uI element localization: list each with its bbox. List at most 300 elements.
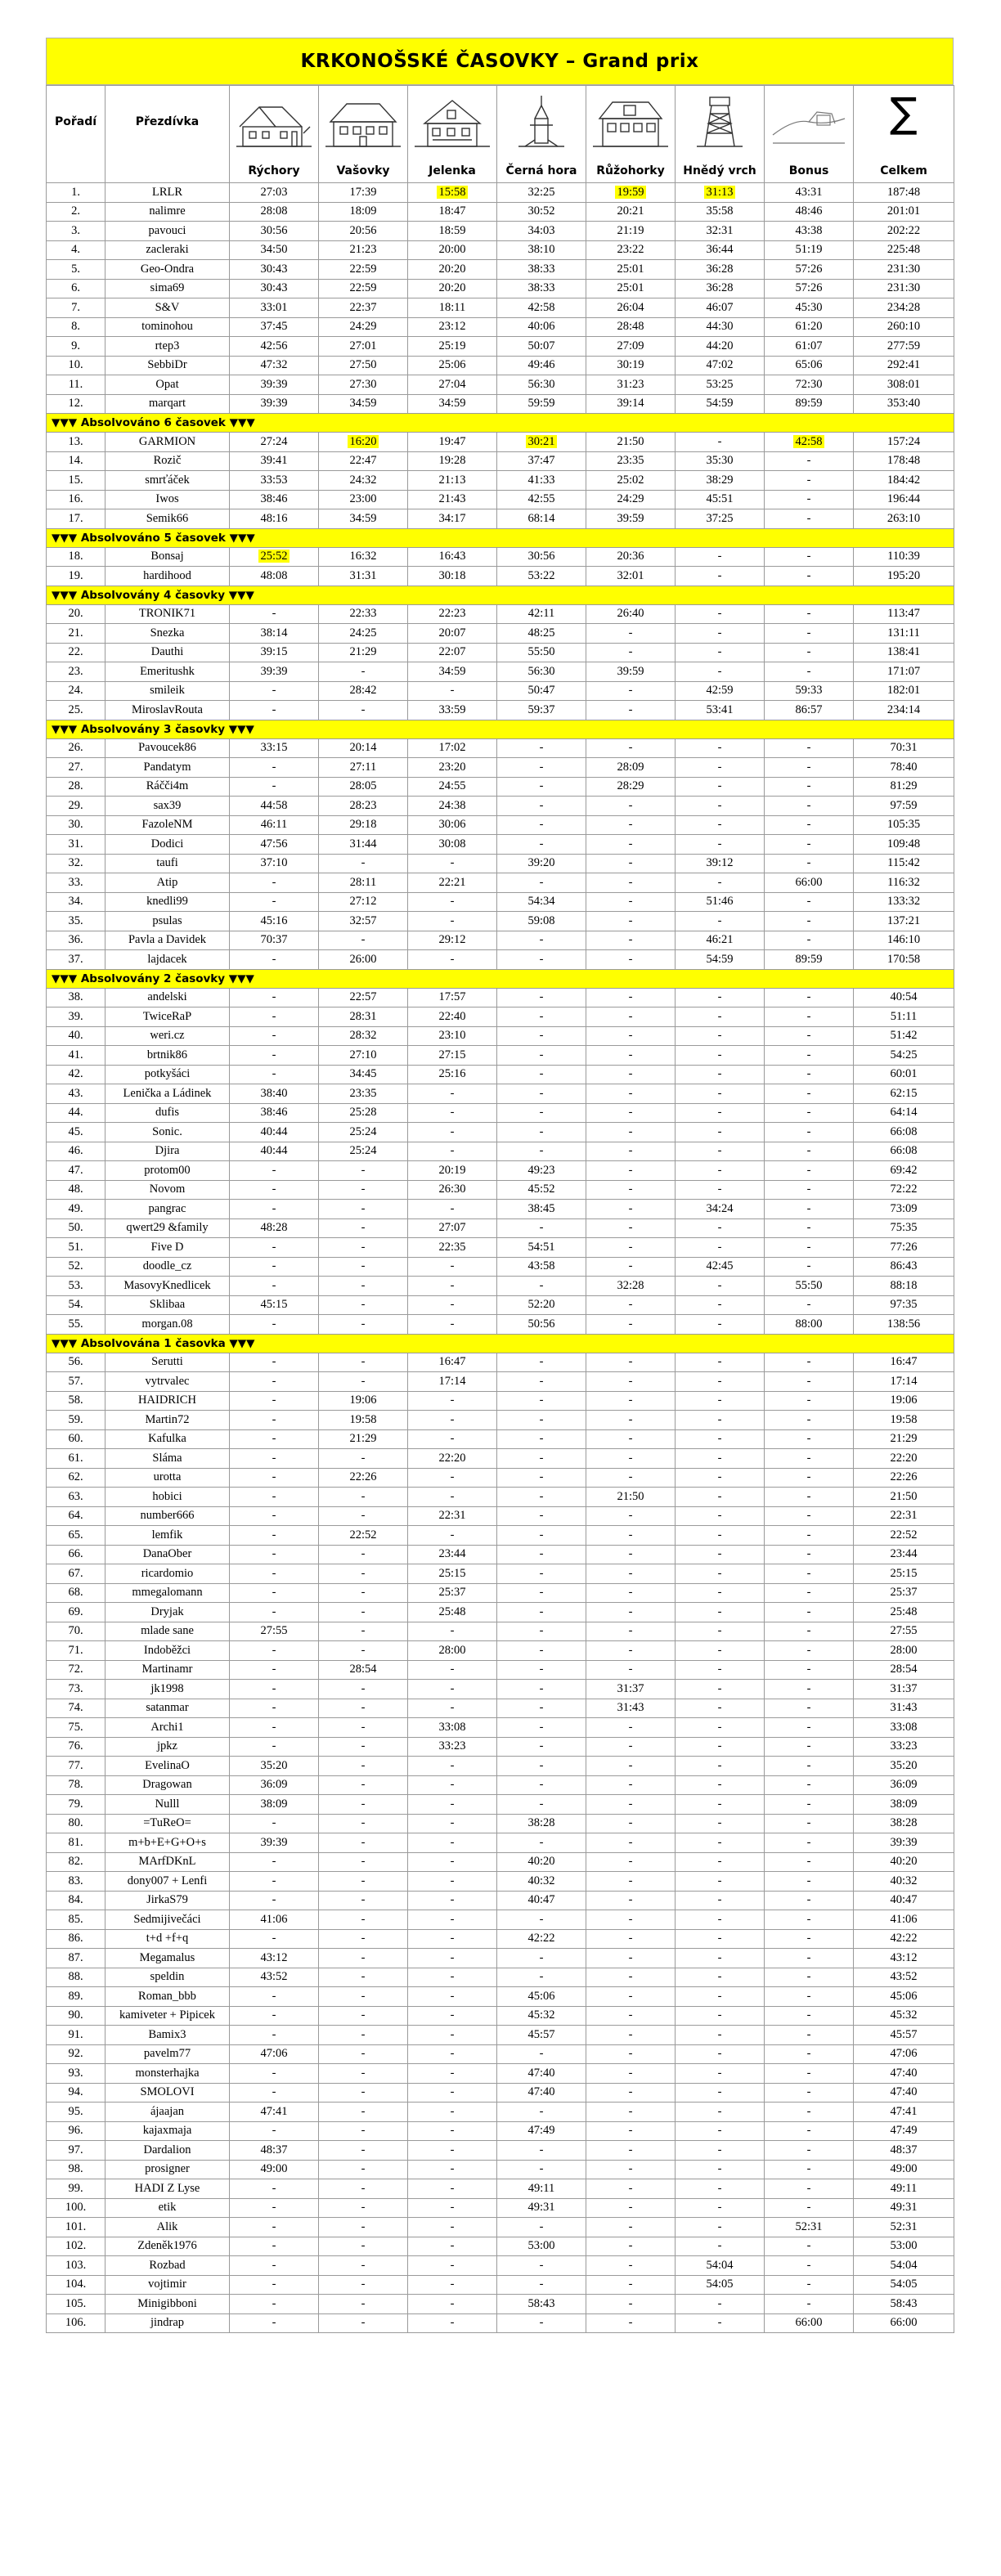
total-cell: 47:41	[854, 2103, 954, 2122]
nick-cell: Ráčči4m	[105, 777, 230, 797]
stage-time-cell: -	[765, 912, 854, 931]
stage-time-cell: -	[230, 2179, 319, 2199]
rank-cell: 97.	[47, 2141, 105, 2161]
stage-time-cell: -	[586, 1564, 676, 1584]
vasovky-icon	[324, 94, 402, 151]
stage-time-cell: -	[230, 2295, 319, 2314]
total-cell: 19:06	[854, 1391, 954, 1411]
stage-time-cell: -	[676, 797, 765, 816]
stage-time-cell: -	[676, 1737, 765, 1757]
stage-time-cell: 16:43	[408, 547, 497, 567]
stage-time-cell: 24:29	[319, 317, 408, 337]
total-cell: 196:44	[854, 490, 954, 509]
stage-time-cell: 25:19	[408, 337, 497, 357]
stage-time-cell: 22:07	[408, 643, 497, 662]
stage-time-cell: 89:59	[765, 394, 854, 414]
stage-time-cell: -	[586, 815, 676, 835]
stage-time-cell: -	[676, 873, 765, 893]
stage-time-cell: -	[319, 2275, 408, 2295]
rank-cell: 86.	[47, 1929, 105, 1949]
cerna-hora-icon	[502, 94, 581, 151]
stage-time-cell: -	[765, 1353, 854, 1372]
stage-time-cell: -	[230, 701, 319, 720]
table-row	[47, 298, 954, 318]
stage-time-cell: 38:46	[230, 490, 319, 509]
stage-time-cell: -	[408, 1680, 497, 1699]
total-cell: 353:40	[854, 394, 954, 414]
nick-cell: pangrac	[105, 1200, 230, 1219]
total-cell: 170:58	[854, 950, 954, 970]
stage-time-cell: -	[497, 1372, 586, 1392]
stage-time-cell: -	[586, 1084, 676, 1104]
stage-time-cell: 26:00	[319, 950, 408, 970]
rank-cell: 52.	[47, 1257, 105, 1277]
stage-time-cell: -	[765, 1680, 854, 1699]
stage-time-cell: -	[497, 1277, 586, 1296]
rank-cell: 53.	[47, 1277, 105, 1296]
stage-time-cell: -	[408, 2044, 497, 2064]
stage-time-cell: -	[765, 1699, 854, 1718]
stage-time-cell: 44:20	[676, 337, 765, 357]
stage-time-cell: -	[765, 2026, 854, 2045]
nick-cell: LRLR	[105, 183, 230, 203]
stage-time-cell: -	[230, 1429, 319, 1449]
stage-time-cell: -	[408, 1391, 497, 1411]
stage-time-cell: -	[319, 2179, 408, 2199]
stage-time-cell: -	[586, 892, 676, 912]
rychory-icon	[235, 94, 313, 151]
stage-time-cell: 45:57	[497, 2026, 586, 2045]
total-cell: 28:54	[854, 1660, 954, 1680]
nick-cell: MArfDKnL	[105, 1852, 230, 1872]
rank-cell: 60.	[47, 1429, 105, 1449]
stage-time-cell	[230, 547, 319, 567]
stage-time-cell: -	[230, 1449, 319, 1469]
table-row	[47, 1622, 954, 1641]
rank-cell: 36.	[47, 931, 105, 950]
nick-cell: Dardalion	[105, 2141, 230, 2161]
stage-time-cell: 39:12	[676, 854, 765, 873]
stage-time-cell: -	[230, 1353, 319, 1372]
total-cell: 64:14	[854, 1103, 954, 1123]
stage-time-cell: 54:59	[676, 950, 765, 970]
stage-time-cell: 25:15	[408, 1564, 497, 1584]
stage-time-cell: 27:24	[230, 433, 319, 452]
rank-cell: 74.	[47, 1699, 105, 1718]
nick-cell: mlade sane	[105, 1622, 230, 1641]
table-row	[47, 1391, 954, 1411]
nick-cell: MiroslavRouta	[105, 701, 230, 720]
stage-time-cell: 17:39	[319, 183, 408, 203]
stage-time-cell: -	[676, 1161, 765, 1181]
stage-time-cell: -	[765, 797, 854, 816]
stage-time-cell: 27:30	[319, 375, 408, 395]
stage-time-cell: -	[408, 1277, 497, 1296]
nick-cell: DanaOber	[105, 1545, 230, 1564]
stage-time-cell: 28:00	[408, 1641, 497, 1661]
stage-time-cell: -	[586, 2006, 676, 2026]
stage-time-cell: -	[408, 1123, 497, 1142]
stage-time-cell	[497, 433, 586, 452]
stage-time-cell: -	[408, 1142, 497, 1161]
stage-time-cell: -	[676, 1026, 765, 1046]
rank-cell: 1.	[47, 183, 105, 203]
stage-time-cell: 30:08	[408, 835, 497, 855]
stage-time-cell: -	[408, 1910, 497, 1930]
stage-time-cell: 34:03	[497, 222, 586, 241]
stage-time-cell: 33:23	[408, 1737, 497, 1757]
stage-time-cell: -	[765, 1852, 854, 1872]
stage-time-cell: -	[676, 815, 765, 835]
total-cell: 54:04	[854, 2256, 954, 2276]
rank-cell: 50.	[47, 1218, 105, 1238]
stage-time-cell: 21:13	[408, 471, 497, 491]
total-cell: 25:37	[854, 1583, 954, 1603]
total-cell: 116:32	[854, 873, 954, 893]
stage-time-cell: -	[676, 1833, 765, 1853]
stage-time-cell: -	[676, 1449, 765, 1469]
bonus-icon	[770, 94, 848, 151]
stage-time-cell: 52:20	[497, 1295, 586, 1315]
stage-time-cell: -	[319, 1583, 408, 1603]
stage-time-cell: -	[230, 2313, 319, 2333]
stage-time-cell: -	[676, 2083, 765, 2103]
nick-cell: hardihood	[105, 567, 230, 586]
total-cell: 31:43	[854, 1699, 954, 1718]
stage-time-cell: -	[676, 2121, 765, 2141]
stage-time-cell: 27:04	[408, 375, 497, 395]
rank-cell: 18.	[47, 547, 105, 567]
stage-time-cell: 34:24	[676, 1200, 765, 1219]
stage-time-cell: -	[765, 451, 854, 471]
highlighted-time: 15:58	[438, 185, 466, 199]
stage-time-cell: 47:02	[676, 356, 765, 375]
stage-time-cell: -	[319, 1872, 408, 1892]
stage-time-cell: -	[676, 1180, 765, 1200]
nick-cell: Rozič	[105, 451, 230, 471]
stage-time-cell: -	[765, 1084, 854, 1104]
stage-time-cell: -	[497, 2141, 586, 2161]
nick-cell: zacleraki	[105, 240, 230, 260]
total-cell: 171:07	[854, 662, 954, 682]
stage-time-cell	[676, 183, 765, 203]
table-row	[47, 202, 954, 222]
total-cell: 81:29	[854, 777, 954, 797]
table-row	[47, 835, 954, 855]
nick-cell: Five D	[105, 1238, 230, 1258]
nick-cell: SebbiDr	[105, 356, 230, 375]
total-cell: 62:15	[854, 1084, 954, 1104]
stage-time-cell: -	[408, 2160, 497, 2179]
total-cell: 40:20	[854, 1852, 954, 1872]
stage-time-cell: -	[319, 1488, 408, 1507]
stage-time-cell: -	[676, 1488, 765, 1507]
stage-time-cell: -	[408, 1872, 497, 1892]
table-row	[47, 433, 954, 452]
stage-time-cell: -	[497, 1449, 586, 1469]
table-row	[47, 471, 954, 491]
stage-time-cell: -	[676, 1949, 765, 1968]
stage-time-cell: 38:14	[230, 624, 319, 644]
header-stage-jelenka: Jelenka	[408, 86, 497, 183]
rank-cell: 106.	[47, 2313, 105, 2333]
ruzohorky-icon	[591, 94, 670, 151]
stage-time-cell: -	[765, 1583, 854, 1603]
stage-time-cell: -	[497, 1718, 586, 1738]
highlighted-time: 30:21	[527, 434, 555, 448]
stage-time-cell: 50:47	[497, 681, 586, 701]
highlighted-time: 42:58	[795, 434, 823, 448]
stage-time-cell: -	[765, 2179, 854, 2199]
stage-time-cell: -	[586, 1315, 676, 1335]
stage-time-cell: 25:16	[408, 1065, 497, 1084]
stage-time-cell: 24:25	[319, 624, 408, 644]
stage-time-cell: -	[765, 1795, 854, 1815]
rank-cell: 39.	[47, 1008, 105, 1027]
stage-time-cell: 28:42	[319, 681, 408, 701]
stage-time-cell: -	[319, 1757, 408, 1776]
rank-cell: 37.	[47, 950, 105, 970]
rank-cell: 4.	[47, 240, 105, 260]
table-row	[47, 1046, 954, 1066]
stage-time-cell: 31:23	[586, 375, 676, 395]
stage-time-cell: -	[319, 1795, 408, 1815]
rank-cell: 35.	[47, 912, 105, 931]
stage-time-cell: -	[319, 2256, 408, 2276]
stage-time-cell: -	[408, 1622, 497, 1641]
total-cell: 38:09	[854, 1795, 954, 1815]
stage-time-cell: 23:44	[408, 1545, 497, 1564]
stage-time-cell: -	[586, 1372, 676, 1392]
rank-cell: 95.	[47, 2103, 105, 2122]
stage-time-cell: -	[676, 1910, 765, 1930]
total-cell: 22:20	[854, 1449, 954, 1469]
stage-time-cell: -	[765, 1987, 854, 2007]
stage-time-cell: -	[230, 1200, 319, 1219]
stage-time-cell: -	[319, 2141, 408, 2161]
stage-time-cell: 26:04	[586, 298, 676, 318]
stage-time-cell: -	[586, 2044, 676, 2064]
rank-cell: 14.	[47, 451, 105, 471]
stage-time-cell: -	[676, 1872, 765, 1892]
table-row	[47, 394, 954, 414]
table-row	[47, 1315, 954, 1335]
nick-cell: Sonic.	[105, 1123, 230, 1142]
rank-cell: 46.	[47, 1142, 105, 1161]
stage-time-cell: 34:59	[408, 394, 497, 414]
stage-time-cell: 57:26	[765, 279, 854, 298]
stage-time-cell: -	[319, 2006, 408, 2026]
section-header	[47, 1334, 954, 1353]
stage-time-cell: -	[765, 1026, 854, 1046]
total-cell: 184:42	[854, 471, 954, 491]
stage-time-cell: -	[765, 490, 854, 509]
stage-time-cell: 54:05	[676, 2275, 765, 2295]
rank-cell: 34.	[47, 892, 105, 912]
header-nick: Přezdívka	[105, 86, 230, 183]
stage-time-cell: 65:06	[765, 356, 854, 375]
stage-time-cell: 19:58	[319, 1411, 408, 1430]
table-row	[47, 2044, 954, 2064]
rank-cell: 76.	[47, 1737, 105, 1757]
stage-time-cell: -	[586, 1142, 676, 1161]
stage-time-cell: -	[319, 1814, 408, 1833]
stage-time-cell: 38:33	[497, 260, 586, 280]
stage-time-cell: -	[319, 2218, 408, 2237]
stage-time-cell: -	[408, 1795, 497, 1815]
nick-cell: TRONIK71	[105, 604, 230, 624]
stage-time-cell: 47:41	[230, 2103, 319, 2122]
stage-time-cell: -	[497, 931, 586, 950]
table-row	[47, 2313, 954, 2333]
stage-time-cell: -	[586, 1718, 676, 1738]
stage-time-cell: -	[676, 2160, 765, 2179]
stage-time-cell: -	[497, 1737, 586, 1757]
stage-time-cell: 22:47	[319, 451, 408, 471]
stage-time-cell: -	[676, 1103, 765, 1123]
rank-cell: 56.	[47, 1353, 105, 1372]
stage-time-cell: -	[765, 1218, 854, 1238]
rank-cell: 82.	[47, 1852, 105, 1872]
stage-time-cell: -	[230, 1929, 319, 1949]
rank-cell: 47.	[47, 1161, 105, 1181]
stage-time-cell: 45:15	[230, 1295, 319, 1315]
stage-time-cell: -	[586, 1065, 676, 1084]
stage-time-cell: 45:06	[497, 1987, 586, 2007]
stage-time-cell: -	[230, 2064, 319, 2084]
table-row	[47, 1449, 954, 1469]
highlighted-time: 31:13	[706, 185, 734, 199]
stage-time-cell: -	[230, 1161, 319, 1181]
nick-cell: Sedmijivečáci	[105, 1910, 230, 1930]
stage-time-cell: -	[230, 777, 319, 797]
stage-time-cell: -	[497, 2103, 586, 2122]
stage-time-cell: -	[497, 1583, 586, 1603]
nick-cell: Novom	[105, 1180, 230, 1200]
stage-time-cell: 38:33	[497, 279, 586, 298]
nick-cell: mmegalomann	[105, 1583, 230, 1603]
stage-time-cell: 59:33	[765, 681, 854, 701]
rank-cell: 88.	[47, 1968, 105, 1987]
nick-cell: TwiceRaP	[105, 1008, 230, 1027]
stage-time-cell: -	[586, 1660, 676, 1680]
nick-cell: number666	[105, 1506, 230, 1526]
table-row	[47, 222, 954, 241]
stage-time-cell: -	[676, 1295, 765, 1315]
total-cell: 225:48	[854, 240, 954, 260]
stage-time-cell: -	[586, 1949, 676, 1968]
stage-time-cell: -	[497, 950, 586, 970]
rank-cell: 2.	[47, 202, 105, 222]
stage-time-cell: -	[586, 1987, 676, 2007]
nick-cell: hobici	[105, 1488, 230, 1507]
stage-time-cell: -	[230, 1277, 319, 1296]
stage-time-cell: 33:01	[230, 298, 319, 318]
rank-cell: 42.	[47, 1065, 105, 1084]
table-row	[47, 1506, 954, 1526]
rank-cell: 12.	[47, 394, 105, 414]
stage-time-cell: -	[676, 2237, 765, 2256]
stage-time-cell: 70:37	[230, 931, 319, 950]
stage-time-cell: 26:40	[586, 604, 676, 624]
total-cell: 86:43	[854, 1257, 954, 1277]
rank-cell: 3.	[47, 222, 105, 241]
stage-time-cell: -	[319, 701, 408, 720]
table-row	[47, 1852, 954, 1872]
stage-time-cell: -	[586, 1545, 676, 1564]
stage-time-cell: -	[230, 1737, 319, 1757]
stage-time-cell: 27:15	[408, 1046, 497, 1066]
stage-time-cell: -	[676, 2313, 765, 2333]
stage-time-cell: 22:35	[408, 1238, 497, 1258]
stage-time-cell: -	[676, 1583, 765, 1603]
total-cell: 77:26	[854, 1238, 954, 1258]
stage-time-cell: -	[230, 1680, 319, 1699]
rank-cell: 102.	[47, 2237, 105, 2256]
nick-cell: weri.cz	[105, 1026, 230, 1046]
total-cell: 182:01	[854, 681, 954, 701]
stage-time-cell: -	[408, 2218, 497, 2237]
stage-time-cell: -	[586, 1775, 676, 1795]
stage-time-cell: -	[676, 1775, 765, 1795]
stage-time-cell: -	[586, 950, 676, 970]
rank-cell: 66.	[47, 1545, 105, 1564]
nick-cell: vojtimir	[105, 2275, 230, 2295]
total-cell: 45:32	[854, 2006, 954, 2026]
stage-time-cell: -	[765, 1391, 854, 1411]
stage-time-cell: -	[765, 471, 854, 491]
table-row	[47, 1180, 954, 1200]
rank-cell: 63.	[47, 1488, 105, 1507]
stage-time-cell: -	[319, 1775, 408, 1795]
stage-time-cell: 20:19	[408, 1161, 497, 1181]
stage-time-cell: 23:35	[319, 1084, 408, 1104]
stage-time-cell: -	[230, 988, 319, 1008]
stage-time-cell: 36:44	[676, 240, 765, 260]
stage-time-cell: -	[765, 1506, 854, 1526]
stage-time-cell: 43:12	[230, 1949, 319, 1968]
total-cell: 22:26	[854, 1468, 954, 1488]
stage-time-cell: 22:23	[408, 604, 497, 624]
stage-time-cell: 36:28	[676, 260, 765, 280]
nick-cell: Nulll	[105, 1795, 230, 1815]
rank-cell: 59.	[47, 1411, 105, 1430]
rank-cell: 11.	[47, 375, 105, 395]
section-label: ▼▼▼ Absolvovány 3 časovky ▼▼▼	[47, 720, 954, 738]
stage-time-cell: -	[765, 567, 854, 586]
stage-time-cell: -	[497, 1968, 586, 1987]
rank-cell: 70.	[47, 1622, 105, 1641]
nick-cell: Semik66	[105, 509, 230, 529]
stage-time-cell: 40:44	[230, 1123, 319, 1142]
stage-time-cell: -	[230, 2083, 319, 2103]
stage-time-cell: -	[765, 1968, 854, 1987]
total-cell: 138:56	[854, 1315, 954, 1335]
nick-cell: Serutti	[105, 1353, 230, 1372]
nick-cell: qwert29 &family	[105, 1218, 230, 1238]
nick-cell: marqart	[105, 394, 230, 414]
stage-time-cell: -	[586, 2256, 676, 2276]
nick-cell: Rozbad	[105, 2256, 230, 2276]
stage-time-cell: -	[319, 1218, 408, 1238]
stage-time-cell: -	[676, 1603, 765, 1622]
stage-time-cell: -	[676, 1123, 765, 1142]
stage-time-cell: -	[408, 1660, 497, 1680]
stage-time-cell: -	[586, 624, 676, 644]
total-cell: 21:29	[854, 1429, 954, 1449]
section-label: ▼▼▼ Absolvovány 2 časovky ▼▼▼	[47, 969, 954, 988]
stage-time-cell: 20:20	[408, 260, 497, 280]
